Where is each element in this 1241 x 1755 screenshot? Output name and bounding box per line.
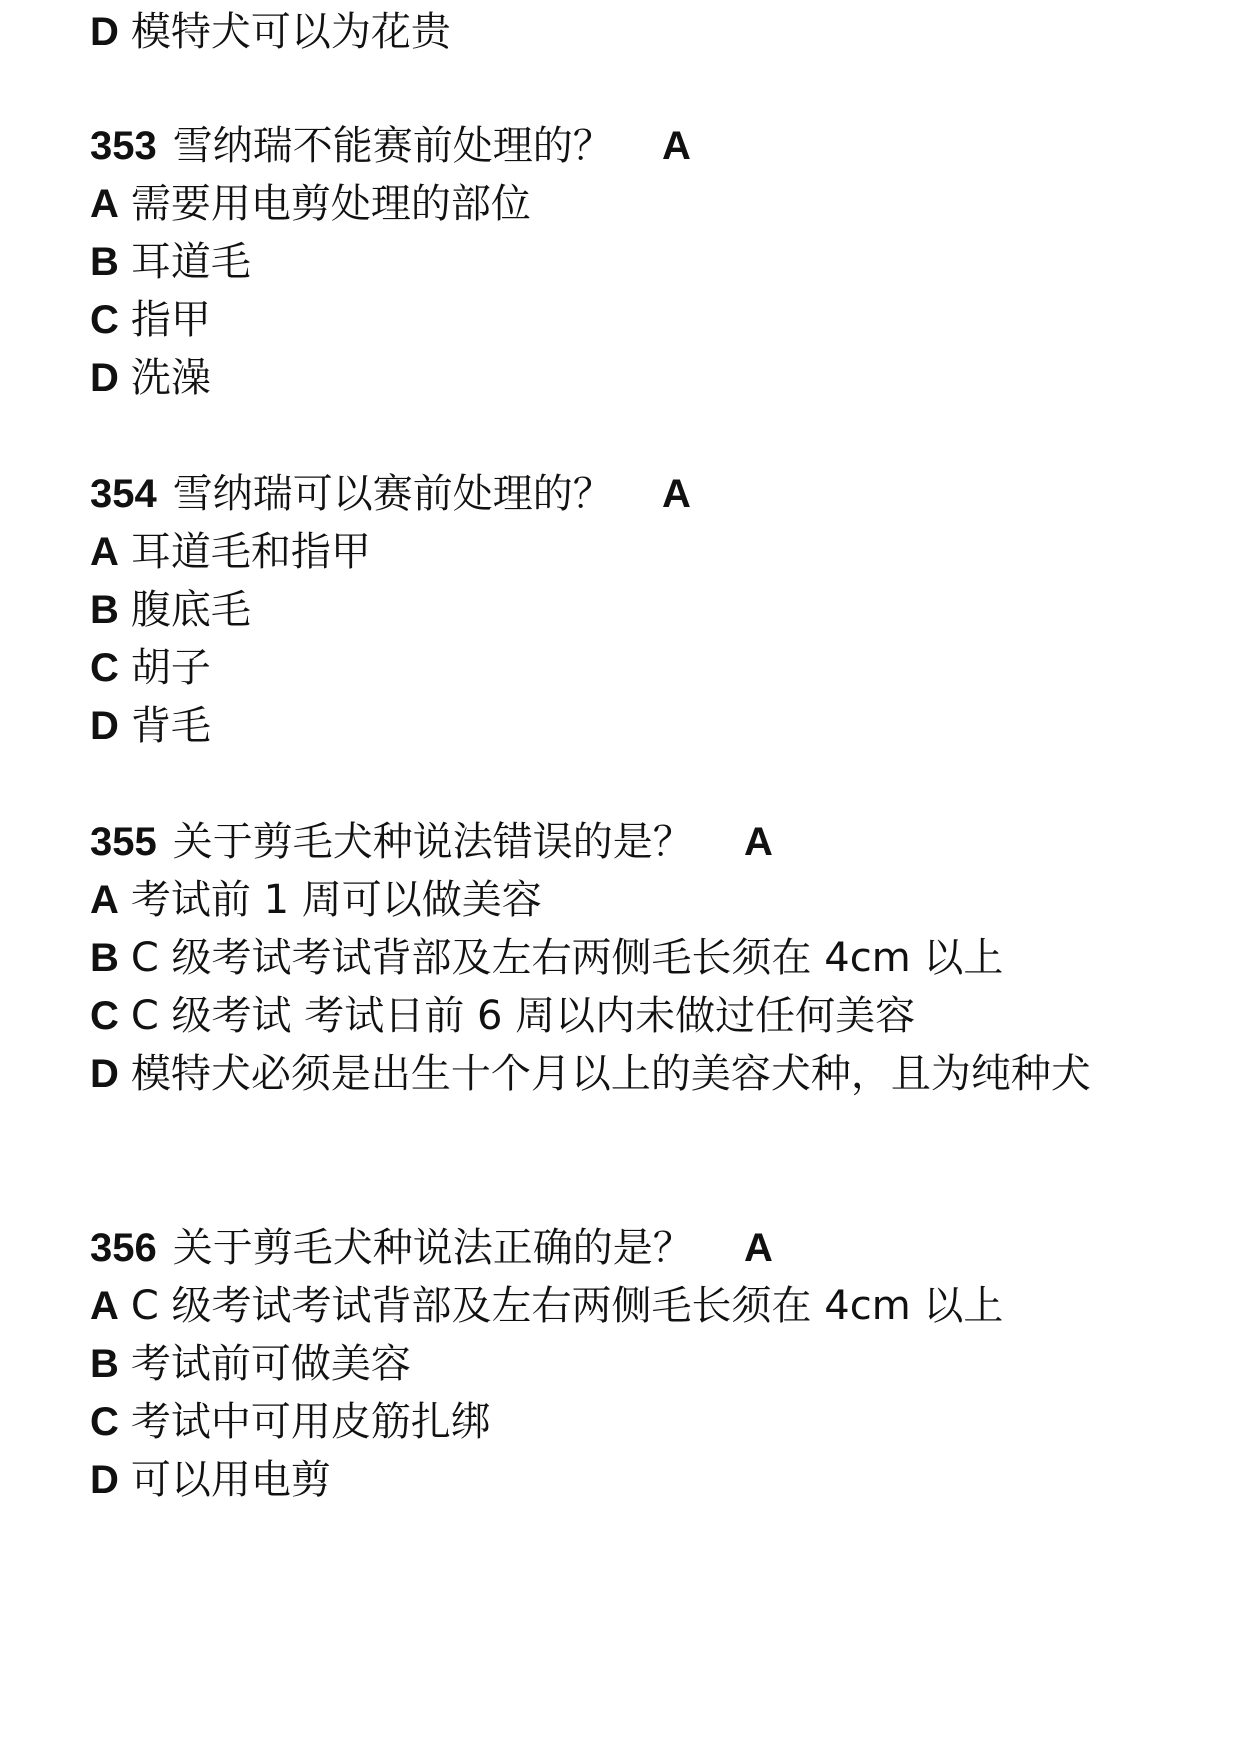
option-label: C <box>90 646 119 690</box>
option-text: 耳道毛和指甲 <box>130 529 371 575</box>
option-label: A <box>90 878 119 922</box>
question-354 <box>90 470 613 518</box>
q355-option-a <box>90 876 542 924</box>
option-label: D <box>90 10 119 54</box>
q354-option-d <box>90 702 211 750</box>
answer-key: A <box>744 1226 773 1270</box>
option-text: 耳道毛 <box>130 239 251 285</box>
q354-option-c <box>90 644 211 692</box>
q356-option-a <box>90 1282 1003 1330</box>
option-text: 模特犬可以为花贵 <box>130 9 451 55</box>
option-label: B <box>90 588 119 632</box>
q355-option-b <box>90 934 1003 982</box>
question-353 <box>90 122 613 170</box>
q353-option-b <box>90 238 251 286</box>
option-text: 考试中可用皮筋扎绑 <box>130 1399 491 1445</box>
question-number: 355 <box>90 820 157 864</box>
question-number: 356 <box>90 1226 157 1270</box>
answer-356 <box>744 1224 785 1272</box>
option-text: 背毛 <box>130 703 211 749</box>
question-text: 雪纳瑞可以赛前处理的？ <box>172 471 613 517</box>
question-356 <box>90 1224 693 1272</box>
answer-355 <box>744 818 785 866</box>
question-text: 雪纳瑞不能赛前处理的？ <box>172 123 613 169</box>
q356-option-d <box>90 1456 331 1504</box>
option-label: C <box>90 298 119 342</box>
question-number: 353 <box>90 124 157 168</box>
option-text: 指甲 <box>130 297 211 343</box>
option-text: 考试前 1 周可以做美容 <box>130 877 542 923</box>
option-label: C <box>90 994 119 1038</box>
option-text: 考试前可做美容 <box>130 1341 411 1387</box>
option-text: 模特犬必须是出生十个月以上的美容犬种，且为纯种犬 <box>130 1051 1091 1097</box>
option-label: B <box>90 936 119 980</box>
q356-option-c <box>90 1398 491 1446</box>
answer-354 <box>662 470 703 518</box>
option-label: C <box>90 1400 119 1444</box>
answer-key: A <box>744 820 773 864</box>
answer-353 <box>662 122 703 170</box>
q355-option-d <box>90 1042 1170 1106</box>
option-text: C 级考试考试背部及左右两侧毛长须在 4cm 以上 <box>130 1283 1004 1329</box>
option-label: D <box>90 356 119 400</box>
question-text: 关于剪毛犬种说法正确的是？ <box>172 1225 693 1271</box>
answer-key: A <box>662 124 691 168</box>
question-355 <box>90 818 693 866</box>
option-label: A <box>90 1284 119 1328</box>
q355-option-c <box>90 992 915 1040</box>
option-label: A <box>90 530 119 574</box>
option-text: C 级考试 考试日前 6 周以内未做过任何美容 <box>130 993 916 1039</box>
option-label: B <box>90 240 119 284</box>
answer-key: A <box>662 472 691 516</box>
q356-option-b <box>90 1340 411 1388</box>
option-label: D <box>90 1052 119 1096</box>
q353-option-d <box>90 354 211 402</box>
q354-option-b <box>90 586 251 634</box>
q353-option-a <box>90 180 531 228</box>
option-text: 胡子 <box>130 645 211 691</box>
question-text: 关于剪毛犬种说法错误的是？ <box>172 819 693 865</box>
option-text: 需要用电剪处理的部位 <box>130 181 531 227</box>
option-text: 可以用电剪 <box>130 1457 331 1503</box>
option-text: C 级考试考试背部及左右两侧毛长须在 4cm 以上 <box>130 935 1004 981</box>
q354-option-a <box>90 528 371 576</box>
option-d-top <box>90 8 451 56</box>
q353-option-c <box>90 296 211 344</box>
option-text: 腹底毛 <box>130 587 251 633</box>
option-label: D <box>90 1458 119 1502</box>
option-label: D <box>90 704 119 748</box>
option-label: B <box>90 1342 119 1386</box>
question-number: 354 <box>90 472 157 516</box>
option-text: 洗澡 <box>130 355 211 401</box>
option-label: A <box>90 182 119 226</box>
